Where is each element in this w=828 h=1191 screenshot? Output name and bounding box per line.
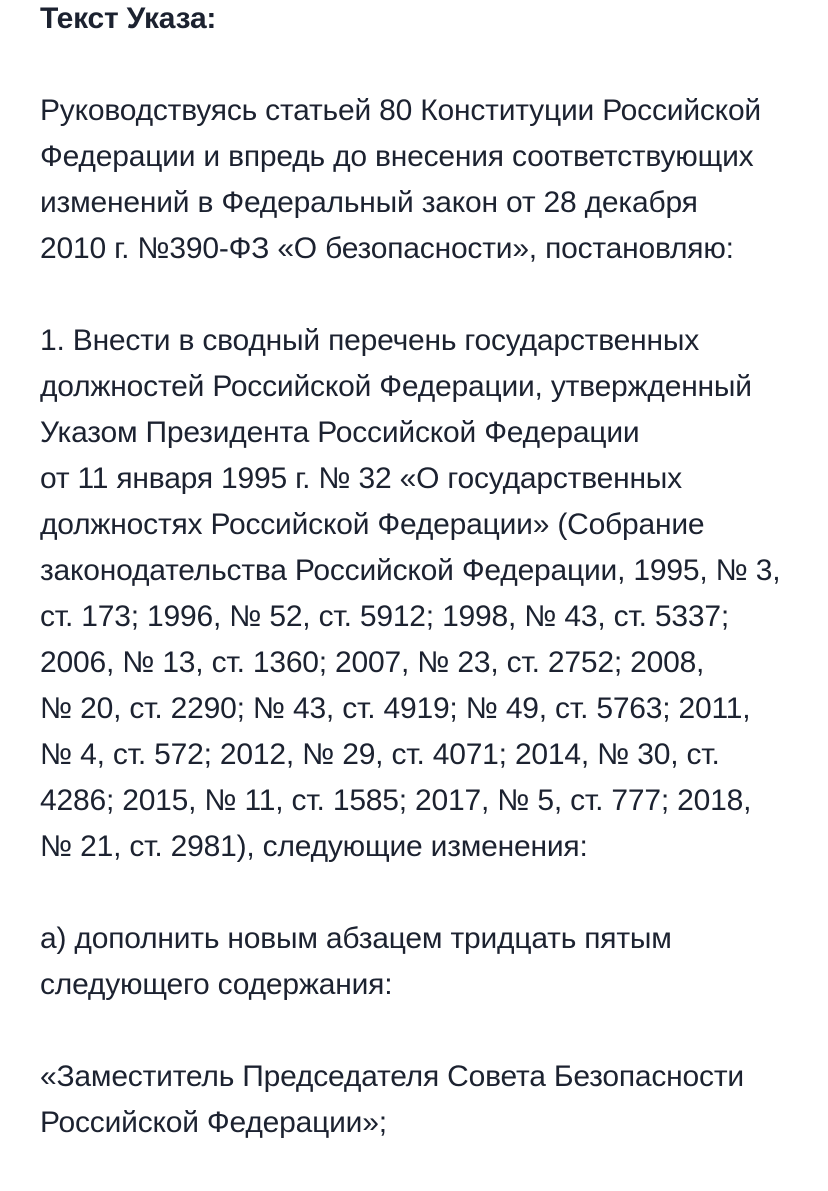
text-line: следующего содержания: [40,968,393,1001]
text-line: должностях Российской Федерации» (Собрание [40,508,705,541]
text-line: Федерации и впредь до внесения соответствующих [40,140,754,173]
text-line: 4286; 2015, № 11, ст. 1585; 2017, № 5, ст. 777; 2018, [40,784,752,817]
text-line: № 21, ст. 2981), следующие изменения: [40,830,588,863]
heading: Текст Указа: [40,2,217,35]
text-line: Руководствуясь статьей 80 Конституции Российской [40,94,761,127]
spacer [40,870,800,916]
paragraph-preamble [40,88,800,272]
spacer [40,1008,800,1054]
text-line: Указом Президента Российской Федерации [40,416,640,449]
text-line: № 20, ст. 2290; № 43, ст. 4919; № 49, ст. 5763; 2011, [40,692,751,725]
text-line: изменений в Федеральный закон от 28 декабря [40,186,698,219]
text-line: должностей Российской Федерации, утвержденный [40,370,752,403]
text-line: ст. 173; 1996, № 52, ст. 5912; 1998, № 43, ст. 5337; [40,600,729,633]
paragraph-item-1 [40,318,800,870]
paragraph-subitem-a [40,916,800,1008]
spacer [40,42,800,88]
text-line: № 4, ст. 572; 2012, № 29, ст. 4071; 2014, № 30, ст. [40,738,720,771]
text-line: Российской Федерации»; [40,1106,387,1139]
text-line: законодательства Российской Федерации, 1995, № 3, [40,554,781,587]
text-line: 2006, № 13, ст. 1360; 2007, № 23, ст. 2752; 2008, [40,646,705,679]
text-line: 2010 г. №390-ФЗ «О безопасности», постановляю: [40,232,734,265]
decree-text [40,0,800,1146]
spacer [40,272,800,318]
text-line: «Заместитель Председателя Совета Безопасности [40,1060,744,1093]
text-line: а) дополнить новым абзацем тридцать пятым [40,922,672,955]
paragraph-quote [40,1054,800,1146]
text-line: 1. Внести в сводный перечень государственных [40,324,699,357]
text-line: от 11 января 1995 г. № 32 «О государственных [40,462,682,495]
